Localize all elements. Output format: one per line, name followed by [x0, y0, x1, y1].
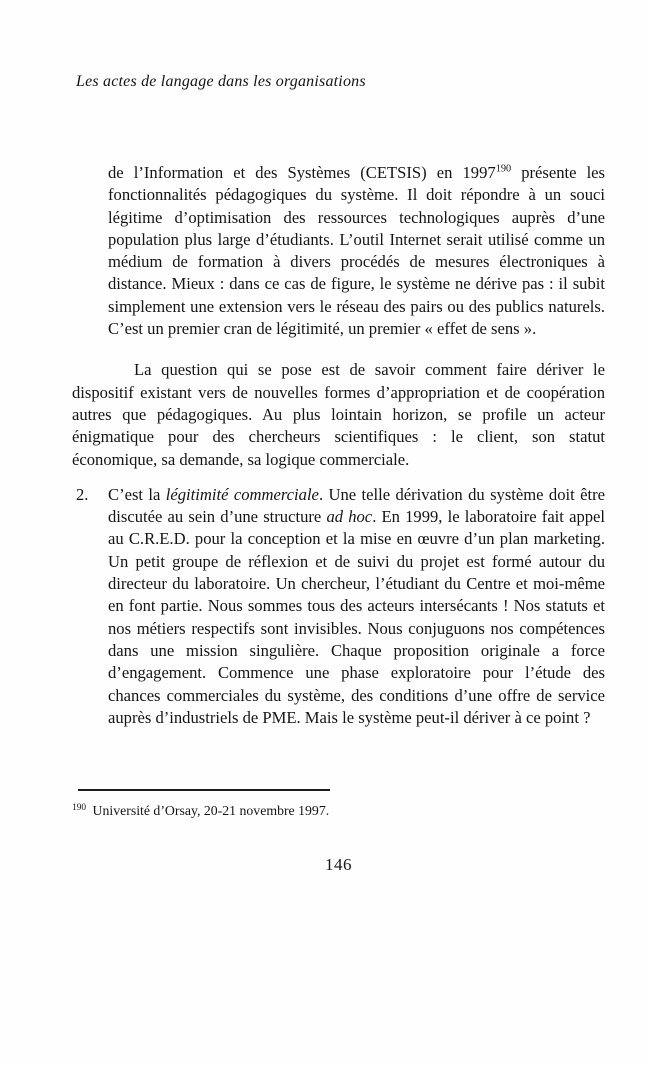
- footnote: $^{190}$ Université d’Orsay, 20-21 novembre 1997.: [72, 802, 330, 819]
- list-item-2-text: C’est la légitimité commerciale. Une telle dérivation du système doit être discutée au sein d’une structure ad hoc. En 1999, le laboratoire fait appel au C.R.E.D. pour la conception et la mise en œuvre d’un plan marketing. Un petit groupe de réflexion et de suivi du projet est formé autour du directeur du laboratoire. Un chercheur, l’étudiant du Centre et moi-même en font partie. Nous sommes tous des acteurs intersécants ! Nos statuts et nos métiers respectifs sont invisibles. Nous conjuguons nos compétences dans une mission singulière. Chaque proposition originale a force d’engagement. Commence une phase exploratoire pour l’étude des chances commerciales du système, des conditions d’une offre de service auprès d’industriels de PME. Mais le système peut-il dériver à ce point ?: [108, 484, 606, 727]
- page-content: [72, 162, 605, 876]
- list-item-2-number: 2.: [76, 484, 89, 504]
- footnote-separator-rule: [78, 789, 330, 791]
- running-header: Les actes de langage dans les organisations: [76, 73, 366, 90]
- page-number: 146: [325, 855, 352, 875]
- list-item-2: [72, 484, 605, 729]
- paragraph-la-question: La question qui se pose est de savoir comment faire dériver le dispositif existant vers de nouvelles formes d’appropriation et de coopération autres que pédagogiques. Au plus lointain horizon, se profile un acteur énigmatique pour des chercheurs scientifiques : le client, son statut économique, sa demande, sa logique commerciale.: [72, 360, 605, 469]
- paragraph-item1-continuation: de l’Information et des Systèmes (CETSIS) en 1997$^{190}$ présente les fonctionnalités pédagogiques du système. Il doit répondre à un souci légitime d’optimisation des ressources technologiques auprès d’une population plus large d’étudiants. L’outil Internet serait utilisé comme un médium de formation à divers procédés de mesures électroniques à distance. Mieux : dans ce cas de figure, le système ne dérive pas : il subit simplement une extension vers le réseau des pairs ou des publics naturels. C’est un premier cran de légitimité, un premier « effet de sens ».: [108, 163, 606, 339]
